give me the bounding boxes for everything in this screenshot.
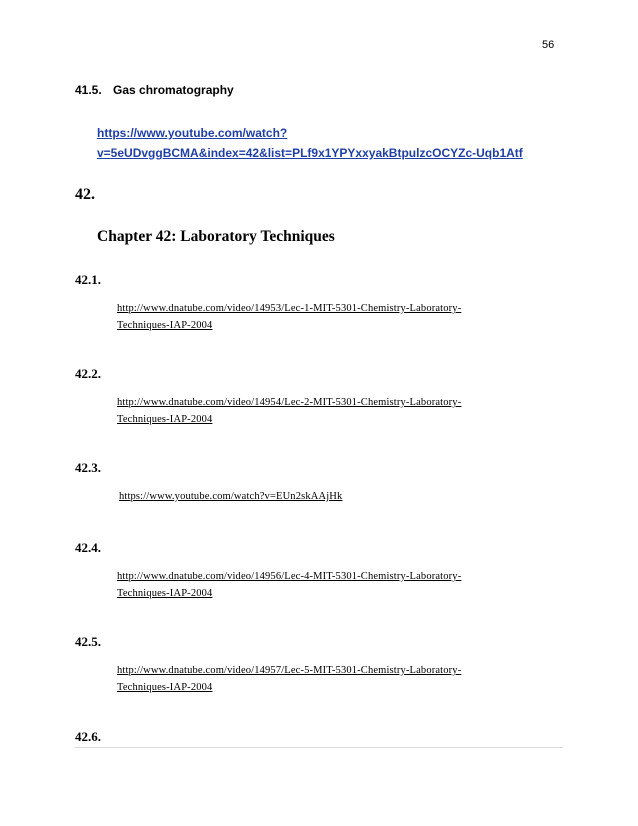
section-video-link[interactable] <box>117 394 461 428</box>
section-link-line1: http://www.dnatube.com/video/14954/Lec-2-MIT-5301-Chemistry-Laboratory- <box>117 397 462 408</box>
subsection-heading <box>75 83 234 97</box>
chapter-number: 42. <box>75 186 95 203</box>
section-number: 42.2. <box>75 366 101 381</box>
subsection-video-link[interactable] <box>97 123 523 163</box>
section-link-line2: Techniques-IAP-2004 <box>117 414 213 425</box>
section-link-line2: Techniques-IAP-2004 <box>117 320 213 331</box>
section-video-link[interactable] <box>117 300 461 334</box>
section-number: 42.4. <box>75 540 101 555</box>
section-link-line1: http://www.dnatube.com/video/14956/Lec-4-MIT-5301-Chemistry-Laboratory- <box>117 571 462 582</box>
chapter-title: Chapter 42: Laboratory Techniques <box>97 228 335 245</box>
section-video-link[interactable] <box>117 568 461 602</box>
section-number: 42.5. <box>75 634 101 649</box>
section-number: 42.1. <box>75 272 101 287</box>
section-video-link[interactable] <box>119 488 342 505</box>
section-number: 42.6. <box>75 729 101 744</box>
section-number: 42.3. <box>75 460 101 475</box>
section-link-line1: http://www.dnatube.com/video/14957/Lec-5-MIT-5301-Chemistry-Laboratory- <box>117 665 462 676</box>
section-video-link[interactable] <box>117 662 461 696</box>
page-number: 56 <box>542 39 555 51</box>
section-link-line2: Techniques-IAP-2004 <box>117 588 213 599</box>
subsection-number: 41.5. <box>75 83 102 97</box>
subsection-title: Gas chromatography <box>113 83 234 97</box>
section-link-line1: https://www.youtube.com/watch?v=EUn2skAAjHk <box>119 491 343 502</box>
section-link-line1: http://www.dnatube.com/video/14953/Lec-1-MIT-5301-Chemistry-Laboratory- <box>117 303 462 314</box>
subsection-link-line2: v=5eUDvggBCMA&index=42&list=PLf9x1YPYxxyakBtpulzcOCYZc-Uqb1Atf <box>97 146 523 160</box>
section-link-line2: Techniques-IAP-2004 <box>117 682 213 693</box>
footer-divider <box>75 747 563 748</box>
subsection-link-line1: https://www.youtube.com/watch? <box>97 126 288 140</box>
